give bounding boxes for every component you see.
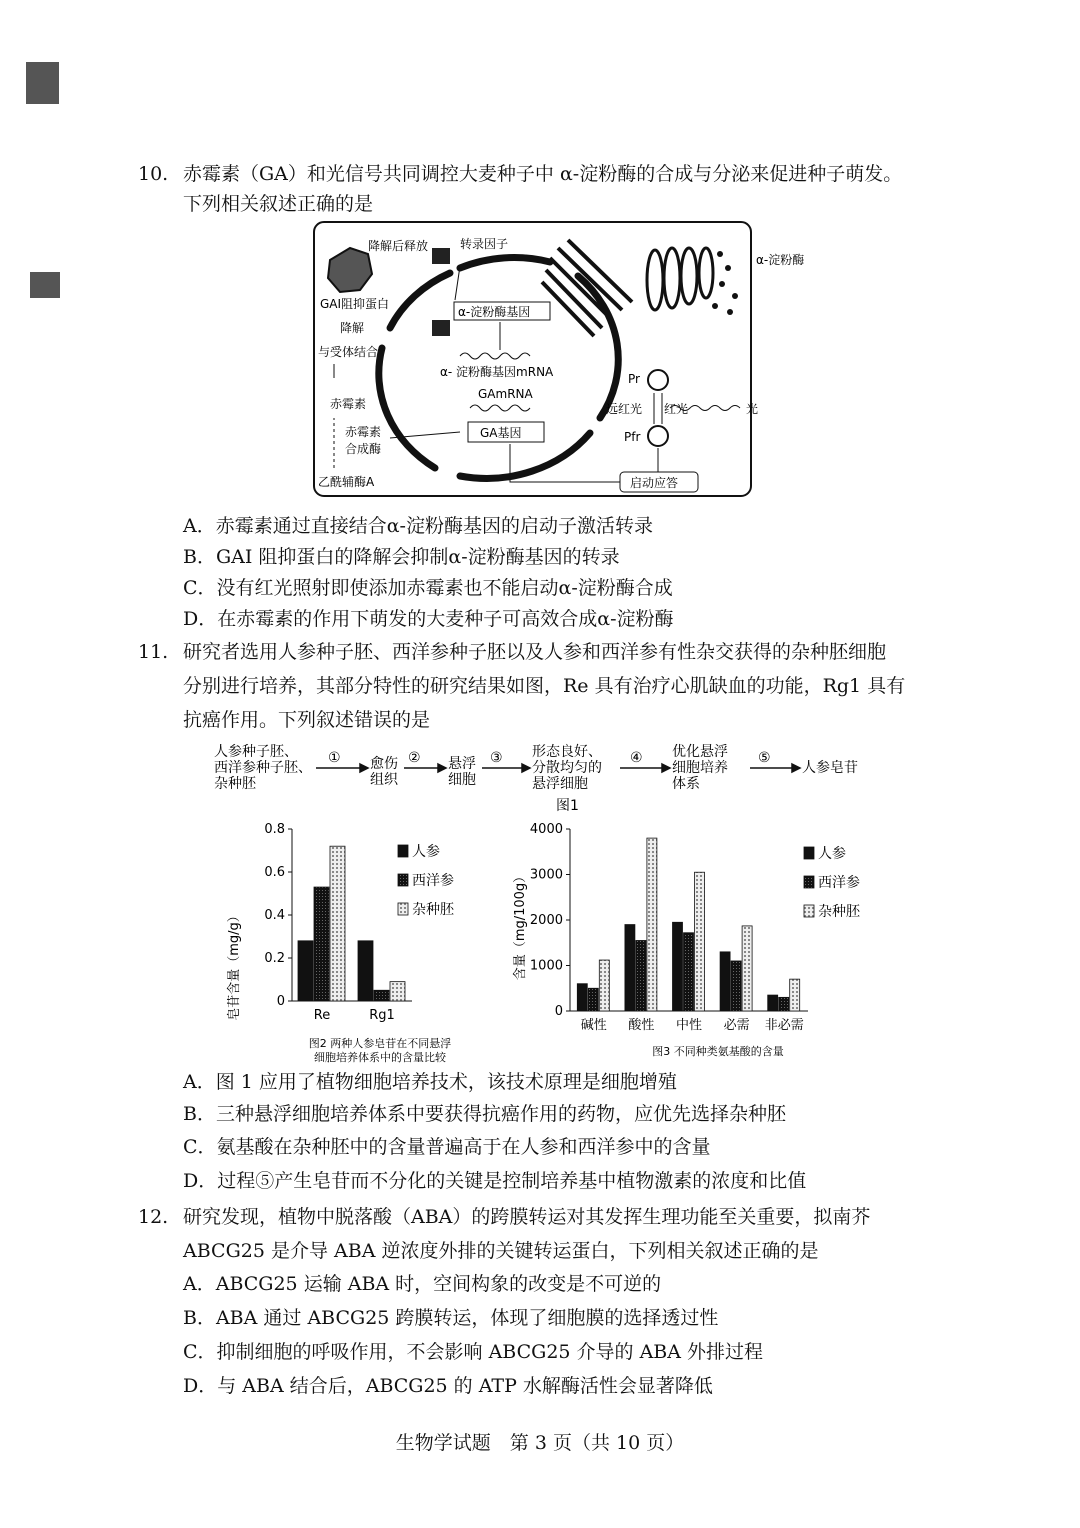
q10-stem-line1: 赤霉素（GA）和光信号共同调控大麦种子中 α-淀粉酶的合成与分泌来促进种子萌发。 bbox=[183, 163, 903, 185]
amylase-mrna-label: α- 淀粉酶基因mRNA bbox=[440, 365, 554, 379]
released-label: 降解后释放 bbox=[368, 239, 429, 253]
flow-opt-3: 体系 bbox=[672, 776, 700, 792]
category-label: 碱性 bbox=[580, 1018, 607, 1033]
flow-step3: ③ bbox=[490, 750, 503, 766]
legend-swatch bbox=[398, 845, 408, 857]
category-label: 必需 bbox=[723, 1018, 750, 1033]
ga-enzyme-label-1: 赤霉素 bbox=[345, 425, 382, 439]
fig1-label: 图1 bbox=[556, 798, 579, 814]
pfr-label: Pfr bbox=[624, 430, 641, 444]
q12-option-b: B．ABA 通过 ABCG25 跨膜转运，体现了细胞膜的选择透过性 bbox=[183, 1307, 719, 1329]
q10-option-c: C．没有红光照射即使添加赤霉素也不能启动α-淀粉酶合成 bbox=[183, 577, 673, 599]
fig1-flow bbox=[210, 740, 880, 820]
amylase-label: α-淀粉酶 bbox=[756, 253, 805, 267]
bar bbox=[298, 941, 313, 1001]
registration-mark-middle bbox=[30, 272, 60, 298]
gai-label: GAI阻抑蛋白 bbox=[320, 297, 390, 311]
legend-swatch bbox=[398, 874, 408, 886]
flow-step1: ① bbox=[328, 750, 341, 766]
degrade-label: 降解 bbox=[340, 321, 365, 335]
bar bbox=[695, 872, 705, 1011]
bar bbox=[673, 922, 683, 1011]
flow-good-1: 形态良好、 bbox=[532, 744, 602, 760]
q11-stem-line2: 分别进行培养，其部分特性的研究结果如图，Re 具有治疗心肌缺血的功能，Rg1 具有 bbox=[183, 675, 906, 697]
bar bbox=[684, 933, 694, 1011]
fig2-saponin-chart bbox=[220, 815, 500, 1070]
legend-label: 人参 bbox=[818, 846, 846, 862]
flow-callus-1: 愈伤 bbox=[370, 756, 398, 772]
q10-diagram bbox=[310, 218, 805, 500]
bar bbox=[720, 952, 730, 1011]
page-footer: 生物学试题 第 3 页（共 10 页） bbox=[395, 1432, 685, 1454]
fig2-caption-2: 细胞培养体系中的含量比较 bbox=[314, 1051, 446, 1064]
flow-opt-2: 细胞培养 bbox=[672, 760, 728, 776]
legend-label: 杂种胚 bbox=[412, 902, 454, 918]
q11-option-a: A．图 1 应用了植物细胞培养技术，该技术原理是细胞增殖 bbox=[183, 1071, 677, 1093]
legend-label: 西洋参 bbox=[818, 875, 860, 891]
receptor-label: 与受体结合 bbox=[318, 345, 379, 359]
category-label: 中性 bbox=[675, 1018, 703, 1033]
registration-mark-top bbox=[26, 62, 59, 104]
bar bbox=[330, 846, 345, 1001]
bar bbox=[314, 887, 329, 1001]
y-tick-label: 0.2 bbox=[264, 951, 285, 966]
bar bbox=[647, 838, 657, 1011]
legend-label: 西洋参 bbox=[412, 873, 454, 889]
fig3-caption: 图3 不同种类氨基酸的含量 bbox=[652, 1045, 784, 1058]
bar bbox=[358, 941, 373, 1001]
q12-option-a: A．ABCG25 运输 ABA 时，空间构象的改变是不可逆的 bbox=[183, 1273, 662, 1295]
tf-label: 转录因子 bbox=[460, 237, 509, 251]
q10-stem-line2: 下列相关叙述正确的是 bbox=[183, 193, 374, 215]
flow-callus-2: 组织 bbox=[370, 772, 398, 788]
ga-label: 赤霉素 bbox=[330, 397, 367, 411]
category-label: 酸性 bbox=[628, 1018, 655, 1033]
q10-option-a: A．赤霉素通过直接结合α-淀粉酶基因的启动子激活转录 bbox=[183, 515, 653, 537]
flow-start-1: 人参种子胚、 bbox=[214, 744, 298, 760]
far-red-label: 远红光 bbox=[606, 402, 643, 416]
q12-stem-line2: ABCG25 是介导 ABA 逆浓度外排的关键转运蛋白，下列相关叙述正确的是 bbox=[183, 1240, 819, 1262]
q10-option-d: D．在赤霉素的作用下萌发的大麦种子可高效合成α-淀粉酶 bbox=[183, 608, 674, 630]
bar bbox=[390, 982, 405, 1001]
fig2-ylabel: 皂苷含量（mg/g） bbox=[227, 909, 242, 1021]
q12-stem-line1: 研究发现，植物中脱落酸（ABA）的跨膜转运对其发挥生理功能至关重要，拟南芥 bbox=[183, 1206, 871, 1228]
legend-label: 杂种胚 bbox=[818, 904, 860, 920]
bar bbox=[374, 990, 389, 1001]
q10-number: 10. bbox=[138, 163, 169, 185]
pr-label: Pr bbox=[628, 372, 640, 386]
fig3-amino-acid-chart bbox=[508, 815, 888, 1070]
bar bbox=[731, 961, 741, 1011]
y-tick-label: 0 bbox=[554, 1004, 563, 1019]
response-label: 启动应答 bbox=[630, 476, 679, 490]
bar bbox=[577, 984, 587, 1011]
q11-option-b: B．三种悬浮细胞培养体系中要获得抗癌作用的药物，应优先选择杂种胚 bbox=[183, 1103, 786, 1125]
flow-susp-1: 悬浮 bbox=[448, 756, 476, 772]
flow-susp-2: 细胞 bbox=[448, 772, 476, 788]
y-tick-label: 2000 bbox=[529, 913, 563, 928]
legend-swatch bbox=[804, 905, 814, 917]
bar bbox=[599, 960, 609, 1011]
ga-mrna-label: GAmRNA bbox=[478, 387, 533, 401]
flow-start-2: 西洋参种子胚、 bbox=[214, 760, 312, 776]
y-tick-label: 4000 bbox=[529, 822, 563, 837]
y-tick-label: 0 bbox=[276, 994, 285, 1009]
ga-enzyme-label-2: 合成酶 bbox=[345, 442, 382, 456]
fig2-caption-1: 图2 两种人参皂苷在不同悬浮 bbox=[308, 1037, 452, 1050]
flow-good-2: 分散均匀的 bbox=[532, 760, 602, 776]
flow-step4: ④ bbox=[630, 750, 643, 766]
bar bbox=[779, 997, 789, 1011]
legend-swatch bbox=[804, 876, 814, 888]
category-label: Rg1 bbox=[369, 1008, 395, 1023]
legend-swatch bbox=[398, 903, 408, 915]
ga-gene-label: GA基因 bbox=[480, 426, 522, 440]
acetyl-label: 乙酰辅酶A bbox=[318, 475, 375, 489]
category-label: Re bbox=[313, 1008, 331, 1023]
flow-good-3: 悬浮细胞 bbox=[532, 776, 588, 792]
bar bbox=[768, 995, 778, 1011]
q12-number: 12. bbox=[138, 1206, 169, 1228]
q11-option-c: C．氨基酸在杂种胚中的含量普遍高于在人参和西洋参中的含量 bbox=[183, 1136, 711, 1158]
red-label: 红光 bbox=[664, 402, 689, 416]
bar bbox=[588, 988, 598, 1011]
amylase-gene-label: α-淀粉酶基因 bbox=[458, 305, 531, 319]
bar bbox=[625, 925, 635, 1011]
q11-option-d: D．过程⑤产生皂苷而不分化的关键是控制培养基中植物激素的浓度和比值 bbox=[183, 1170, 807, 1192]
y-tick-label: 1000 bbox=[529, 958, 563, 974]
q11-number: 11. bbox=[138, 641, 169, 663]
flow-opt-1: 优化悬浮 bbox=[672, 744, 728, 760]
y-tick-label: 3000 bbox=[529, 867, 563, 883]
y-tick-label: 0.4 bbox=[264, 908, 285, 923]
legend-swatch bbox=[804, 847, 814, 859]
legend-label: 人参 bbox=[412, 844, 440, 860]
q12-option-d: D．与 ABA 结合后，ABCG25 的 ATP 水解酶活性会显著降低 bbox=[183, 1375, 713, 1397]
q11-stem-line1: 研究者选用人参种子胚、西洋参种子胚以及人参和西洋参有性杂交获得的杂种胚细胞 bbox=[183, 641, 887, 663]
light-label: 光 bbox=[746, 402, 759, 416]
bar bbox=[790, 979, 800, 1011]
flow-step5: ⑤ bbox=[758, 750, 771, 766]
q11-stem-line3: 抗癌作用。下列叙述错误的是 bbox=[183, 709, 431, 731]
bar bbox=[636, 940, 646, 1011]
flow-start-3: 杂种胚 bbox=[214, 776, 256, 792]
q12-option-c: C．抑制细胞的呼吸作用，不会影响 ABCG25 介导的 ABA 外排过程 bbox=[183, 1341, 764, 1363]
q10-option-b: B．GAI 阻抑蛋白的降解会抑制α-淀粉酶基因的转录 bbox=[183, 546, 620, 568]
fig3-ylabel: 含量（mg/100g） bbox=[513, 869, 528, 981]
flow-step2: ② bbox=[408, 750, 421, 766]
category-label: 非必需 bbox=[764, 1018, 804, 1033]
y-tick-label: 0.6 bbox=[264, 865, 285, 880]
flow-end: 人参皂苷 bbox=[802, 760, 858, 776]
y-tick-label: 0.8 bbox=[264, 822, 285, 837]
bar bbox=[742, 926, 752, 1011]
